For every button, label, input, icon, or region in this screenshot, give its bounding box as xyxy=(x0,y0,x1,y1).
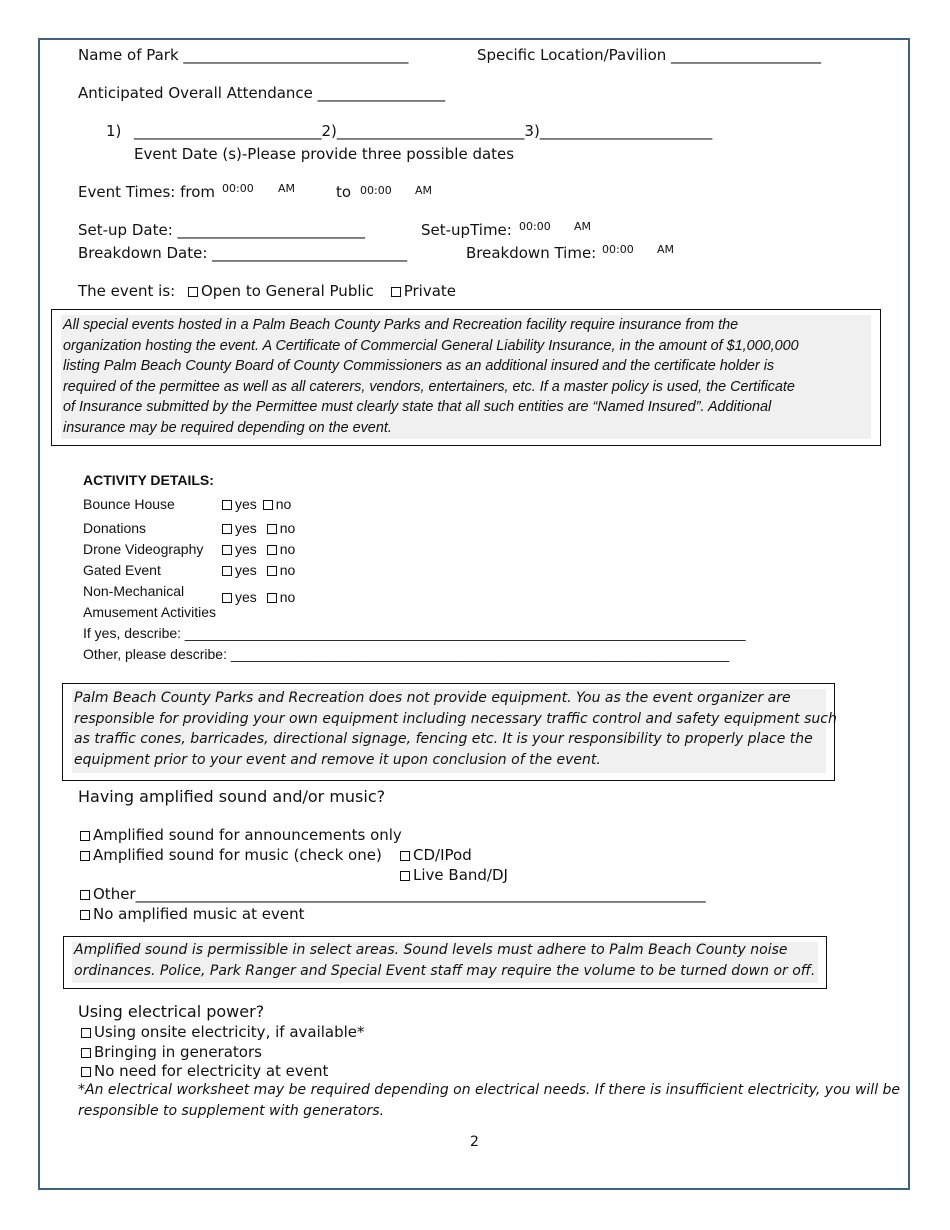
setup-time-field[interactable]: 00:00 xyxy=(519,220,551,233)
amusement-yes-checkbox[interactable] xyxy=(222,593,232,603)
event-times-label: Event Times: from xyxy=(78,183,215,201)
sound-live-option: Live Band/DJ xyxy=(400,866,508,884)
date-number-1: 1) xyxy=(106,122,122,140)
sound-notice-text: Amplified sound is permissible in select areas. Sound levels must adhere to Palm Beach County noise ordinances. Police, Park Ranger and Special Event staff may require the volume to be turned down or off. xyxy=(74,942,816,979)
power-generators-checkbox[interactable] xyxy=(81,1048,91,1058)
activity-donations-label: Donations xyxy=(83,520,147,536)
power-heading: Using electrical power? xyxy=(78,1002,265,1021)
sound-heading: Having amplified sound and/or music? xyxy=(78,787,386,806)
sound-cd-checkbox[interactable] xyxy=(400,851,410,861)
event-type-label: The event is: xyxy=(78,282,176,300)
public-label: Open to General Public xyxy=(200,282,374,300)
to-time-field[interactable]: 00:00 xyxy=(360,184,392,197)
setup-ampm-field[interactable]: AM xyxy=(574,220,592,233)
breakdown-time-label: Breakdown Time: xyxy=(466,244,597,262)
power-note: *An electrical worksheet may be required depending on electrical needs. If there is insufficient electricity, you will be responsible to supplement with generators. xyxy=(78,1082,901,1119)
power-onsite-checkbox[interactable] xyxy=(81,1028,91,1038)
setup-date-field[interactable]: Set-up Date: _________________________ xyxy=(78,221,366,239)
sound-music-checkbox[interactable] xyxy=(80,851,90,861)
activity-amusement-label-2: Amusement Activities xyxy=(83,604,217,620)
sound-other-option: Other____________________________________________________________________________ xyxy=(80,885,706,903)
activity-gated-options: yes no xyxy=(222,562,295,578)
public-checkbox[interactable] xyxy=(188,287,198,297)
event-type-row xyxy=(78,282,456,300)
drone-yes-checkbox[interactable] xyxy=(222,545,232,555)
to-ampm-field[interactable]: AM xyxy=(415,184,433,197)
activity-amusement-options: yes no xyxy=(222,589,295,605)
page-number: 2 xyxy=(470,1134,479,1150)
activity-drone-label: Drone Videography xyxy=(83,541,204,557)
insurance-notice-box xyxy=(51,309,881,446)
specific-location-field[interactable]: Specific Location/Pavilion ____________________ xyxy=(477,46,822,64)
power-none-checkbox[interactable] xyxy=(81,1067,91,1077)
power-generators-option: Bringing in generators xyxy=(81,1043,262,1061)
attendance-field[interactable]: Anticipated Overall Attendance _________________ xyxy=(78,84,446,102)
activity-gated-label: Gated Event xyxy=(83,562,161,578)
other-describe-field[interactable]: Other, please describe: ________________________________________________________________ xyxy=(83,646,730,662)
if-yes-describe-field[interactable]: If yes, describe: ________________________________________________________________________ xyxy=(83,625,746,641)
power-onsite-option: Using onsite electricity, if available* xyxy=(81,1023,365,1041)
sound-other-checkbox[interactable] xyxy=(80,890,90,900)
activity-bounce-house-label: Bounce House xyxy=(83,496,175,512)
amusement-no-checkbox[interactable] xyxy=(267,593,277,603)
donations-no-checkbox[interactable] xyxy=(267,524,277,534)
breakdown-time-field[interactable]: 00:00 xyxy=(602,243,634,256)
setup-time-label: Set-upTime: xyxy=(421,221,512,239)
drone-no-checkbox[interactable] xyxy=(267,545,277,555)
sound-notice-box xyxy=(63,936,827,989)
activity-amusement-label: Non-Mechanical xyxy=(83,583,185,599)
equipment-notice-box xyxy=(62,683,835,781)
bounce-house-no-checkbox[interactable] xyxy=(263,500,273,510)
insurance-notice-text: All special events hosted in a Palm Beach County Parks and Recreation facility require insurance from the organization hosting the event. A Certificate of Commercial General Liability Insurance, in the amount of $1,000,000 listing Palm Beach County Board of County Commissioners as an additional insured and the certificate holder is required of the permittee as well as all caterers, vendors, entertainers, etc. If a master policy is used, the Certificate of Insurance submitted by the Permittee must clearly state that all such entities are “Named Insured”. Additional insurance may be required depending on the event. xyxy=(63,317,799,436)
donations-yes-checkbox[interactable] xyxy=(222,524,232,534)
breakdown-date-field[interactable]: Breakdown Date: __________________________ xyxy=(78,244,408,262)
to-label: to xyxy=(336,183,352,201)
private-label: Private xyxy=(403,282,456,300)
from-ampm-field[interactable]: AM xyxy=(278,182,296,195)
from-time-field[interactable]: 00:00 xyxy=(222,182,254,195)
event-dates-fields[interactable]: _________________________2)_________________________3)_______________________ xyxy=(134,122,713,140)
sound-live-checkbox[interactable] xyxy=(400,871,410,881)
private-checkbox[interactable] xyxy=(391,287,401,297)
power-none-option: No need for electricity at event xyxy=(81,1062,328,1080)
equipment-notice-text: Palm Beach County Parks and Recreation does not provide equipment. You as the event organizer are responsible for providing your own equipment including necessary traffic control and safety equipment such as traffic cones, barricades, directional signage, fencing etc. It is your responsibility to properly place the equipment prior to your event and remove it upon conclusion of the event. xyxy=(74,690,837,768)
bounce-house-yes-checkbox[interactable] xyxy=(222,500,232,510)
activity-details-title: ACTIVITY DETAILS: xyxy=(83,472,214,488)
sound-cd-option: CD/IPod xyxy=(400,846,472,864)
sound-music-option: Amplified sound for music (check one) xyxy=(80,846,382,864)
sound-none-checkbox[interactable] xyxy=(80,910,90,920)
gated-no-checkbox[interactable] xyxy=(267,566,277,576)
sound-announce-option: Amplified sound for announcements only xyxy=(80,826,402,844)
activity-bounce-house-options: yes no xyxy=(222,496,291,512)
gated-yes-checkbox[interactable] xyxy=(222,566,232,576)
sound-none-option: No amplified music at event xyxy=(80,905,304,923)
breakdown-ampm-field[interactable]: AM xyxy=(657,243,675,256)
event-dates-caption: Event Date (s)-Please provide three possible dates xyxy=(134,145,515,163)
activity-donations-options: yes no xyxy=(222,520,295,536)
name-of-park-field[interactable]: Name of Park ______________________________ xyxy=(78,46,409,64)
activity-drone-options: yes no xyxy=(222,541,295,557)
sound-announce-checkbox[interactable] xyxy=(80,831,90,841)
